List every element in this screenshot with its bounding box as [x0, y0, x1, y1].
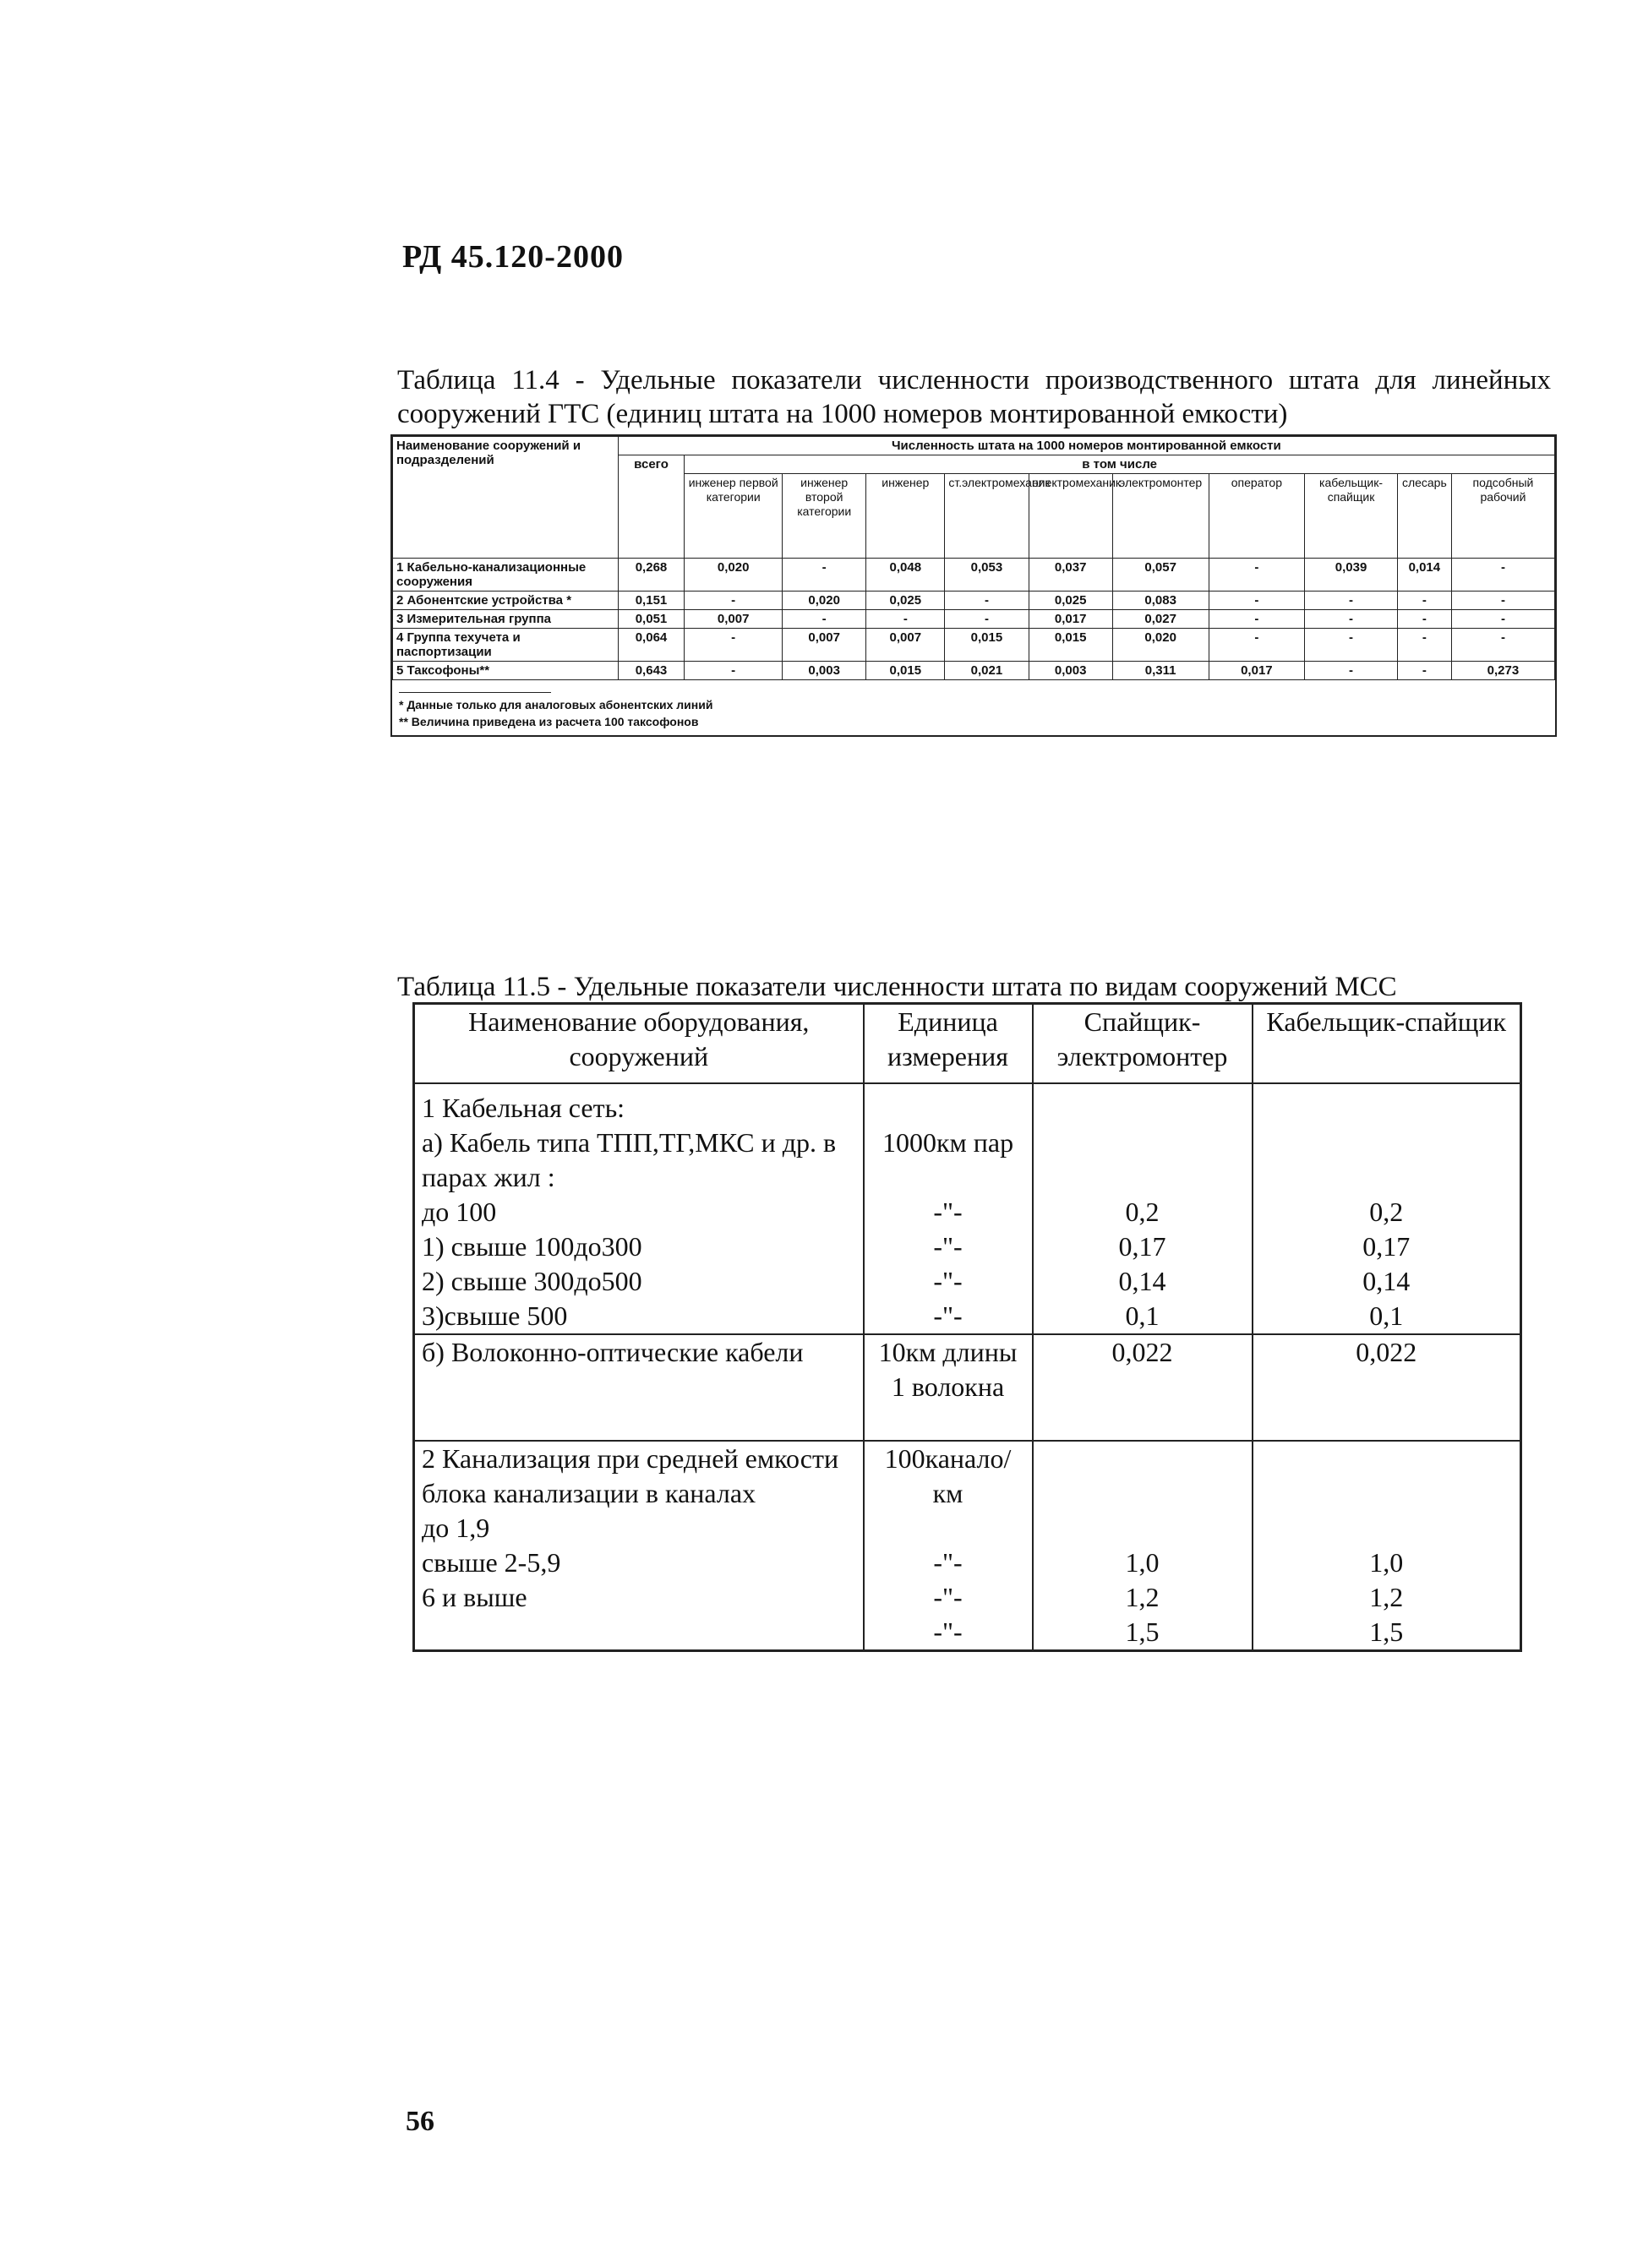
- subgroup-header: в том числе: [685, 455, 1555, 474]
- cell: 0,268: [618, 559, 685, 592]
- value-cell: 0,14: [1362, 1266, 1411, 1296]
- section-1-units: [864, 1083, 1033, 1334]
- cell: -: [685, 592, 783, 610]
- cell: -: [1451, 592, 1554, 610]
- group-header: Численность штата на 1000 номеров монтированной емкости: [618, 437, 1554, 455]
- footnote-1: * Данные только для аналоговых абонентских линий: [399, 698, 713, 711]
- row-label: 2 Канализация при средней емкости блока канализации в каналах: [422, 1443, 839, 1508]
- subcol-header: электромеханик: [1029, 474, 1112, 559]
- cell: 0,037: [1029, 559, 1112, 592]
- row-label: свыше 2-5,9: [422, 1547, 561, 1578]
- subcol-header: электромонтер: [1112, 474, 1209, 559]
- row-label: 6 и выше: [422, 1582, 527, 1612]
- cell: -: [1209, 629, 1305, 662]
- header-name: Наименование оборудования, сооружений: [414, 1004, 864, 1084]
- cell: -: [1397, 610, 1451, 629]
- document-header: РД 45.120-2000: [402, 239, 624, 275]
- value-cell: 1,5: [1369, 1616, 1404, 1647]
- subcol-header: ст.электромеханик: [945, 474, 1029, 559]
- value-cell: 1,0: [1125, 1547, 1160, 1578]
- unit-cell: -"-: [933, 1197, 963, 1227]
- cell: 0,020: [783, 592, 866, 610]
- table-11-4-caption: Таблица 11.4 - Удельные показатели численности производственного штата для линейных сооружений ГТС (единиц штата на 1000 номеров монтированной емкости): [397, 365, 1551, 429]
- section-1-col4: [1253, 1083, 1521, 1334]
- cell: 0,025: [866, 592, 945, 610]
- section-2-col3: 0,022: [1033, 1334, 1253, 1441]
- table-11-5: [412, 1002, 1522, 1652]
- unit-cell: -"-: [933, 1300, 963, 1331]
- table-row: [414, 1441, 1521, 1651]
- cell: -: [685, 662, 783, 680]
- table-row: [414, 1334, 1521, 1441]
- cell: -: [1305, 629, 1398, 662]
- cell: 0,057: [1112, 559, 1209, 592]
- row-name: 3 Измерительная группа: [393, 610, 619, 629]
- table-row: [393, 559, 1555, 592]
- section-1-col3: [1033, 1083, 1253, 1334]
- unit-cell: -"-: [933, 1547, 963, 1578]
- cell: 0,021: [945, 662, 1029, 680]
- cell: -: [866, 610, 945, 629]
- footnote-2: ** Величина приведена из расчета 100 таксофонов: [399, 715, 699, 728]
- cell: 0,003: [783, 662, 866, 680]
- cell: -: [1209, 592, 1305, 610]
- cell: -: [1209, 559, 1305, 592]
- value-cell: 0,2: [1369, 1197, 1404, 1227]
- row-name: 5 Таксофоны**: [393, 662, 619, 680]
- cell: 0,020: [1112, 629, 1209, 662]
- cell: -: [945, 610, 1029, 629]
- table-row: [414, 1083, 1521, 1334]
- cell: -: [783, 610, 866, 629]
- cell: 0,027: [1112, 610, 1209, 629]
- unit-cell: -"-: [933, 1266, 963, 1296]
- row-name: 1 Кабельно-канализационные сооружения: [393, 559, 619, 592]
- cell: -: [1209, 610, 1305, 629]
- cell: 0,015: [866, 662, 945, 680]
- cell: 0,003: [1029, 662, 1112, 680]
- cell: -: [1397, 592, 1451, 610]
- row-label: 1 Кабельная сеть:: [422, 1093, 625, 1123]
- row-label: 3)свыше 500: [422, 1300, 568, 1331]
- row-label: 2) свыше 300до500: [422, 1266, 642, 1296]
- value-cell: 0,17: [1362, 1231, 1411, 1262]
- cell: 0,025: [1029, 592, 1112, 610]
- col-header-name: Наименование сооружений и подразделений: [393, 437, 619, 559]
- notes-divider: [399, 692, 551, 693]
- table-row: [393, 610, 1555, 629]
- cell: -: [1451, 629, 1554, 662]
- cell: 0,014: [1397, 559, 1451, 592]
- cell: 0,020: [685, 559, 783, 592]
- value-cell: 0,14: [1118, 1266, 1166, 1296]
- value-cell: 0,1: [1369, 1300, 1404, 1331]
- section-3-col3: [1033, 1441, 1253, 1651]
- cell: 0,039: [1305, 559, 1398, 592]
- cell: -: [1305, 610, 1398, 629]
- value-cell: 1,5: [1125, 1616, 1160, 1647]
- col-header-total: всего: [618, 455, 685, 559]
- section-2-name: б) Волоконно-оптические кабели: [414, 1334, 864, 1441]
- cell: -: [1451, 610, 1554, 629]
- subcol-header: инженер первой категории: [685, 474, 783, 559]
- section-3-col4: [1253, 1441, 1521, 1651]
- cell: -: [1397, 629, 1451, 662]
- cell: 0,007: [866, 629, 945, 662]
- table-11-4-grid: [392, 436, 1555, 680]
- cell: -: [685, 629, 783, 662]
- cell: 0,151: [618, 592, 685, 610]
- section-2-col4: 0,022: [1253, 1334, 1521, 1441]
- cell: 0,017: [1209, 662, 1305, 680]
- cell: 0,643: [618, 662, 685, 680]
- subcol-header: кабельщик-спайщик: [1305, 474, 1398, 559]
- unit-cell: -"-: [933, 1616, 963, 1647]
- section-3-names: [414, 1441, 864, 1651]
- cell: 0,064: [618, 629, 685, 662]
- unit-cell: 1000км пар: [882, 1127, 1014, 1158]
- cell: 0,015: [945, 629, 1029, 662]
- cell: -: [1305, 592, 1398, 610]
- unit-cell: 100канало/ км: [884, 1443, 1012, 1508]
- cell: 0,007: [685, 610, 783, 629]
- table-11-4: [390, 434, 1557, 737]
- header-col4: Кабельщик-спайщик: [1253, 1004, 1521, 1084]
- section-1-names: [414, 1083, 864, 1334]
- cell: 0,007: [783, 629, 866, 662]
- table-row: [393, 592, 1555, 610]
- cell: 0,311: [1112, 662, 1209, 680]
- cell: 0,053: [945, 559, 1029, 592]
- section-2-unit: 10км длины 1 волокна: [864, 1334, 1033, 1441]
- value-cell: 1,0: [1369, 1547, 1404, 1578]
- table-row: [393, 629, 1555, 662]
- subcol-header: инженер: [866, 474, 945, 559]
- cell: -: [1397, 662, 1451, 680]
- cell: -: [1305, 662, 1398, 680]
- value-cell: 0,1: [1125, 1300, 1160, 1331]
- row-label: до 100: [422, 1197, 497, 1227]
- table-11-4-notes: [392, 680, 1555, 735]
- row-label: а) Кабель типа ТПП,ТГ,МКС и др. в парах жил :: [422, 1127, 837, 1192]
- cell: 0,048: [866, 559, 945, 592]
- row-label: до 1,9: [422, 1513, 490, 1543]
- cell: 0,017: [1029, 610, 1112, 629]
- unit-cell: -"-: [933, 1582, 963, 1612]
- value-cell: 0,2: [1125, 1197, 1160, 1227]
- subcol-header: инженер второй категории: [783, 474, 866, 559]
- subcol-header: оператор: [1209, 474, 1305, 559]
- header-col3: Спайщик-электромонтер: [1033, 1004, 1253, 1084]
- cell: 0,051: [618, 610, 685, 629]
- page-number: 56: [406, 2106, 434, 2137]
- row-name: 4 Группа техучета и паспортизации: [393, 629, 619, 662]
- cell: 0,083: [1112, 592, 1209, 610]
- value-cell: 1,2: [1125, 1582, 1160, 1612]
- cell: -: [945, 592, 1029, 610]
- row-name: 2 Абонентские устройства *: [393, 592, 619, 610]
- subcol-header: подсобный рабочий: [1451, 474, 1554, 559]
- cell: -: [783, 559, 866, 592]
- cell: 0,273: [1451, 662, 1554, 680]
- value-cell: 1,2: [1369, 1582, 1404, 1612]
- cell: 0,015: [1029, 629, 1112, 662]
- unit-cell: -"-: [933, 1231, 963, 1262]
- table-row: [393, 662, 1555, 680]
- table-11-5-caption: Таблица 11.5 - Удельные показатели численности штата по видам сооружений МСС: [397, 972, 1397, 1002]
- cell: -: [1451, 559, 1554, 592]
- table-header-row: [414, 1004, 1521, 1084]
- section-3-units: [864, 1441, 1033, 1651]
- row-label: 1) свыше 100до300: [422, 1231, 642, 1262]
- subcol-header: слесарь: [1397, 474, 1451, 559]
- header-unit: Единица измерения: [864, 1004, 1033, 1084]
- value-cell: 0,17: [1118, 1231, 1166, 1262]
